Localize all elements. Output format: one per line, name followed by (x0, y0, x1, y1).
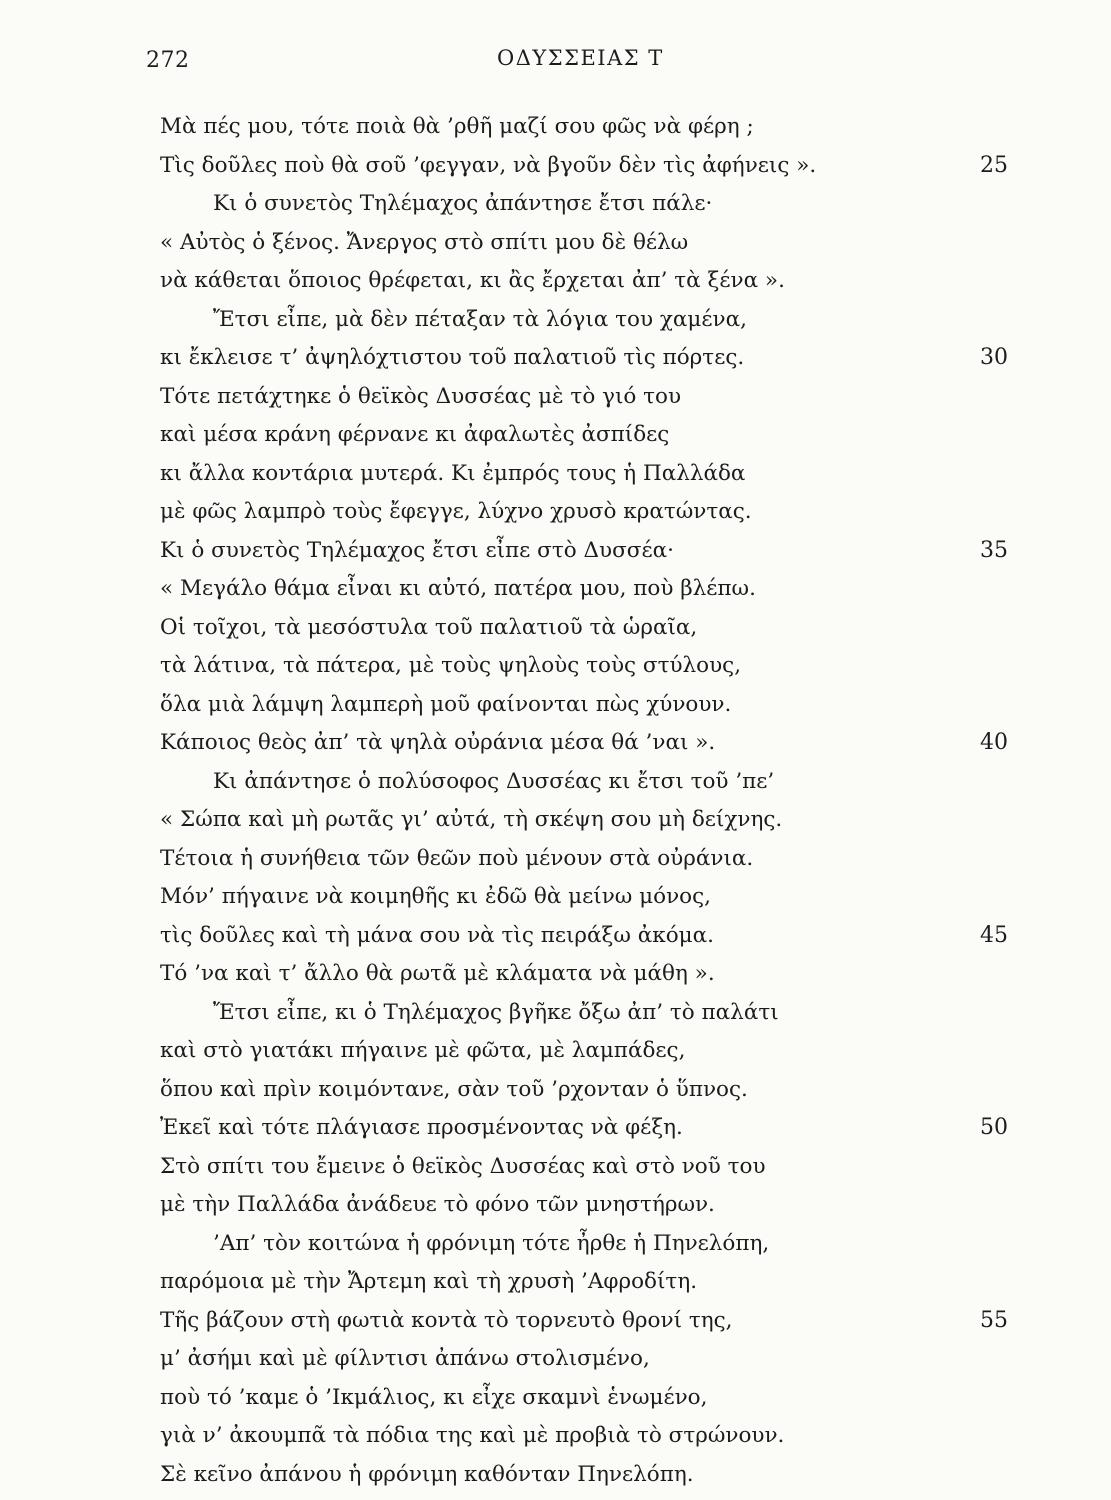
verse-line (0, 416, 1111, 455)
verse-line (0, 455, 1111, 494)
verse-line (0, 1456, 1111, 1495)
verse-text: γιὰ ν’ ἀκουμπᾶ τὰ πόδια της καὶ μὲ προβιὰ τὸ στρώνουν. (160, 1423, 785, 1448)
verse-text: Ἔτσι εἶπε, κι ὁ Τηλέμαχος βγῆκε ὄξω ἀπ’ τὸ παλάτι (213, 999, 779, 1025)
verse-text: νὰ κάθεται ὅποιος θρέφεται, κι ἂς ἔρχεται ἀπ’ τὰ ξένα ». (160, 268, 785, 293)
verse-line (0, 724, 1111, 763)
verse-line (0, 801, 1111, 840)
verse-line (0, 108, 1111, 147)
verse-text: καὶ μέσα κράνη φέρνανε κι ἀφαλωτὲς ἀσπίδες (160, 422, 670, 447)
verse-line (0, 917, 1111, 956)
verse-text: μ’ ἀσήμι καὶ μὲ φίλντισι ἀπάνω στολισμένο, (160, 1346, 650, 1371)
verse-line (0, 1417, 1111, 1456)
verse-text: Οἱ τοῖχοι, τὰ μεσόστυλα τοῦ παλατιοῦ τὰ ὡραῖα, (160, 614, 698, 640)
verse-text: Κι ὁ συνετὸς Τηλέμαχος ἀπάντησε ἔτσι πάλε· (213, 191, 713, 216)
verse-line (0, 493, 1111, 532)
verse-line (0, 1340, 1111, 1379)
verse-text: μὲ τὴν Παλλάδα ἀνάδευε τὸ φόνο τῶν μνηστήρων. (160, 1192, 715, 1217)
verse-line (0, 339, 1111, 378)
verse-line (0, 1379, 1111, 1418)
verse-text: ποὺ τό ’καμε ὁ ’Ικμάλιος, κι εἶχε σκαμνὶ ἑνωμένο, (160, 1384, 708, 1410)
verse-text: Σὲ κεῖνο ἀπάνου ἡ φρόνιμη καθόνταν Πηνελόπη. (160, 1461, 694, 1487)
verse-line (0, 1225, 1111, 1264)
verse-line (0, 609, 1111, 648)
verse-line (0, 1263, 1111, 1302)
verse-text: παρόμοια μὲ τὴν Ἄρτεμη καὶ τὴ χρυσὴ ’Αφροδίτη. (160, 1269, 698, 1294)
verse-text: κι ἔκλεισε τ’ ἀψηλόχτιστου τοῦ παλατιοῦ τὶς πόρτες. (160, 345, 745, 370)
verse-text: Τῆς βάζουν στὴ φωτιὰ κοντὰ τὸ τορνευτὸ θρονί της, (160, 1307, 733, 1333)
verse-line (0, 763, 1111, 802)
verse-text: ’Απ’ τὸν κοιτώνα ἡ φρόνιμη τότε ἦρθε ἡ Πηνελόπη, (213, 1230, 770, 1256)
verse-line (0, 147, 1111, 186)
verse-text: μὲ φῶς λαμπρὸ τοὺς ἔφεγγε, λύχνο χρυσὸ κρατώντας. (160, 499, 752, 524)
line-number: 40 (980, 730, 1008, 755)
verse-text: Στὸ σπίτι του ἔμεινε ὁ θεϊκὸς Δυσσέας καὶ στὸ νοῦ του (160, 1153, 766, 1179)
verse-line (0, 1109, 1111, 1148)
verse-text: καὶ στὸ γιατάκι πήγαινε μὲ φῶτα, μὲ λαμπάδες, (160, 1038, 686, 1063)
verse-line (0, 955, 1111, 994)
verse-text: Ἐκεῖ καὶ τότε πλάγιασε προσμένοντας νὰ φέξη. (160, 1115, 683, 1140)
verse-text: « Σώπα καὶ μὴ ρωτᾶς γι’ αὐτά, τὴ σκέψη σου μὴ δείχνης. (160, 807, 783, 832)
verse-text: Κάποιος θεὸς ἀπ’ τὰ ψηλὰ οὐράνια μέσα θά ’ναι ». (160, 730, 716, 755)
verse-text: Κι ὁ συνετὸς Τηλέμαχος ἔτσι εἶπε στὸ Δυσσέα· (160, 537, 674, 563)
verse-text: Τότε πετάχτηκε ὁ θεϊκὸς Δυσσέας μὲ τὸ γιό του (160, 383, 682, 409)
verse-line (0, 301, 1111, 340)
verse-text: τὰ λάτινα, τὰ πάτερα, μὲ τοὺς ψηλοὺς τοὺς στύλους, (160, 653, 742, 678)
verse-text: « Αὐτὸς ὁ ξένος. Ἄνεργος στὸ σπίτι μου δὲ θέλω (160, 229, 689, 255)
verse-text: ὅπου καὶ πρὶν κοιμόντανε, σὰν τοῦ ’ρχονταν ὁ ὕπνος. (160, 1076, 748, 1102)
verse-line (0, 1186, 1111, 1225)
verse-line (0, 378, 1111, 417)
verse-line (0, 1148, 1111, 1187)
verse-text: Τό ’να καὶ τ’ ἄλλο θὰ ρωτᾶ μὲ κλάματα νὰ μάθη ». (160, 961, 715, 986)
line-number: 30 (980, 345, 1008, 370)
verse-line (0, 262, 1111, 301)
page-number: 272 (146, 48, 190, 73)
verse-line (0, 647, 1111, 686)
line-number: 45 (980, 922, 1008, 948)
verse-line (0, 994, 1111, 1033)
verse-line (0, 686, 1111, 725)
verse-text: κι ἄλλα κοντάρια μυτερά. Κι ἐμπρός τους ἡ Παλλάδα (160, 460, 746, 486)
verse-text: τὶς δοῦλες καὶ τὴ μάνα σου νὰ τὶς πειράξω ἀκόμα. (160, 922, 714, 948)
line-number: 25 (980, 152, 1008, 178)
page-header (0, 44, 1111, 78)
verse-block (0, 108, 1111, 1494)
line-number: 50 (980, 1115, 1008, 1140)
verse-line (0, 840, 1111, 879)
verse-text: ὅλα μιὰ λάμψη λαμπερὴ μοῦ φαίνονται πὼς χύνουν. (160, 691, 732, 717)
verse-text: Τέτοια ἡ συνήθεια τῶν θεῶν ποὺ μένουν στὰ οὐράνια. (160, 845, 754, 871)
line-number: 35 (980, 537, 1008, 563)
verse-line (0, 1032, 1111, 1071)
running-head: ΟΔΥΣΣΕΙΑΣ Τ (497, 46, 664, 70)
verse-text: Μόν’ πήγαινε νὰ κοιμηθῆς κι ἐδῶ θὰ μείνω μόνος, (160, 884, 711, 909)
verse-line (0, 1302, 1111, 1341)
verse-line (0, 878, 1111, 917)
line-number: 55 (980, 1307, 1008, 1333)
verse-line (0, 532, 1111, 571)
verse-text: Κι ἀπάντησε ὁ πολύσοφος Δυσσέας κι ἔτσι τοῦ ’πε’ (213, 768, 775, 794)
verse-line (0, 570, 1111, 609)
verse-line (0, 185, 1111, 224)
verse-text: Ἔτσι εἶπε, μὰ δὲν πέταξαν τὰ λόγια του χαμένα, (213, 306, 747, 332)
verse-text: Τὶς δοῦλες ποὺ θὰ σοῦ ’φεγγαν, νὰ βγοῦν δὲν τὶς ἀφήνεις ». (160, 152, 817, 178)
verse-line (0, 224, 1111, 263)
verse-line (0, 1071, 1111, 1110)
verse-text: Μὰ πές μου, τότε ποιὰ θὰ ’ρθῆ μαζί σου φῶς νὰ φέρη ; (160, 114, 754, 139)
verse-text: « Μεγάλο θάμα εἶναι κι αὐτό, πατέρα μου, ποὺ βλέπω. (160, 576, 756, 601)
